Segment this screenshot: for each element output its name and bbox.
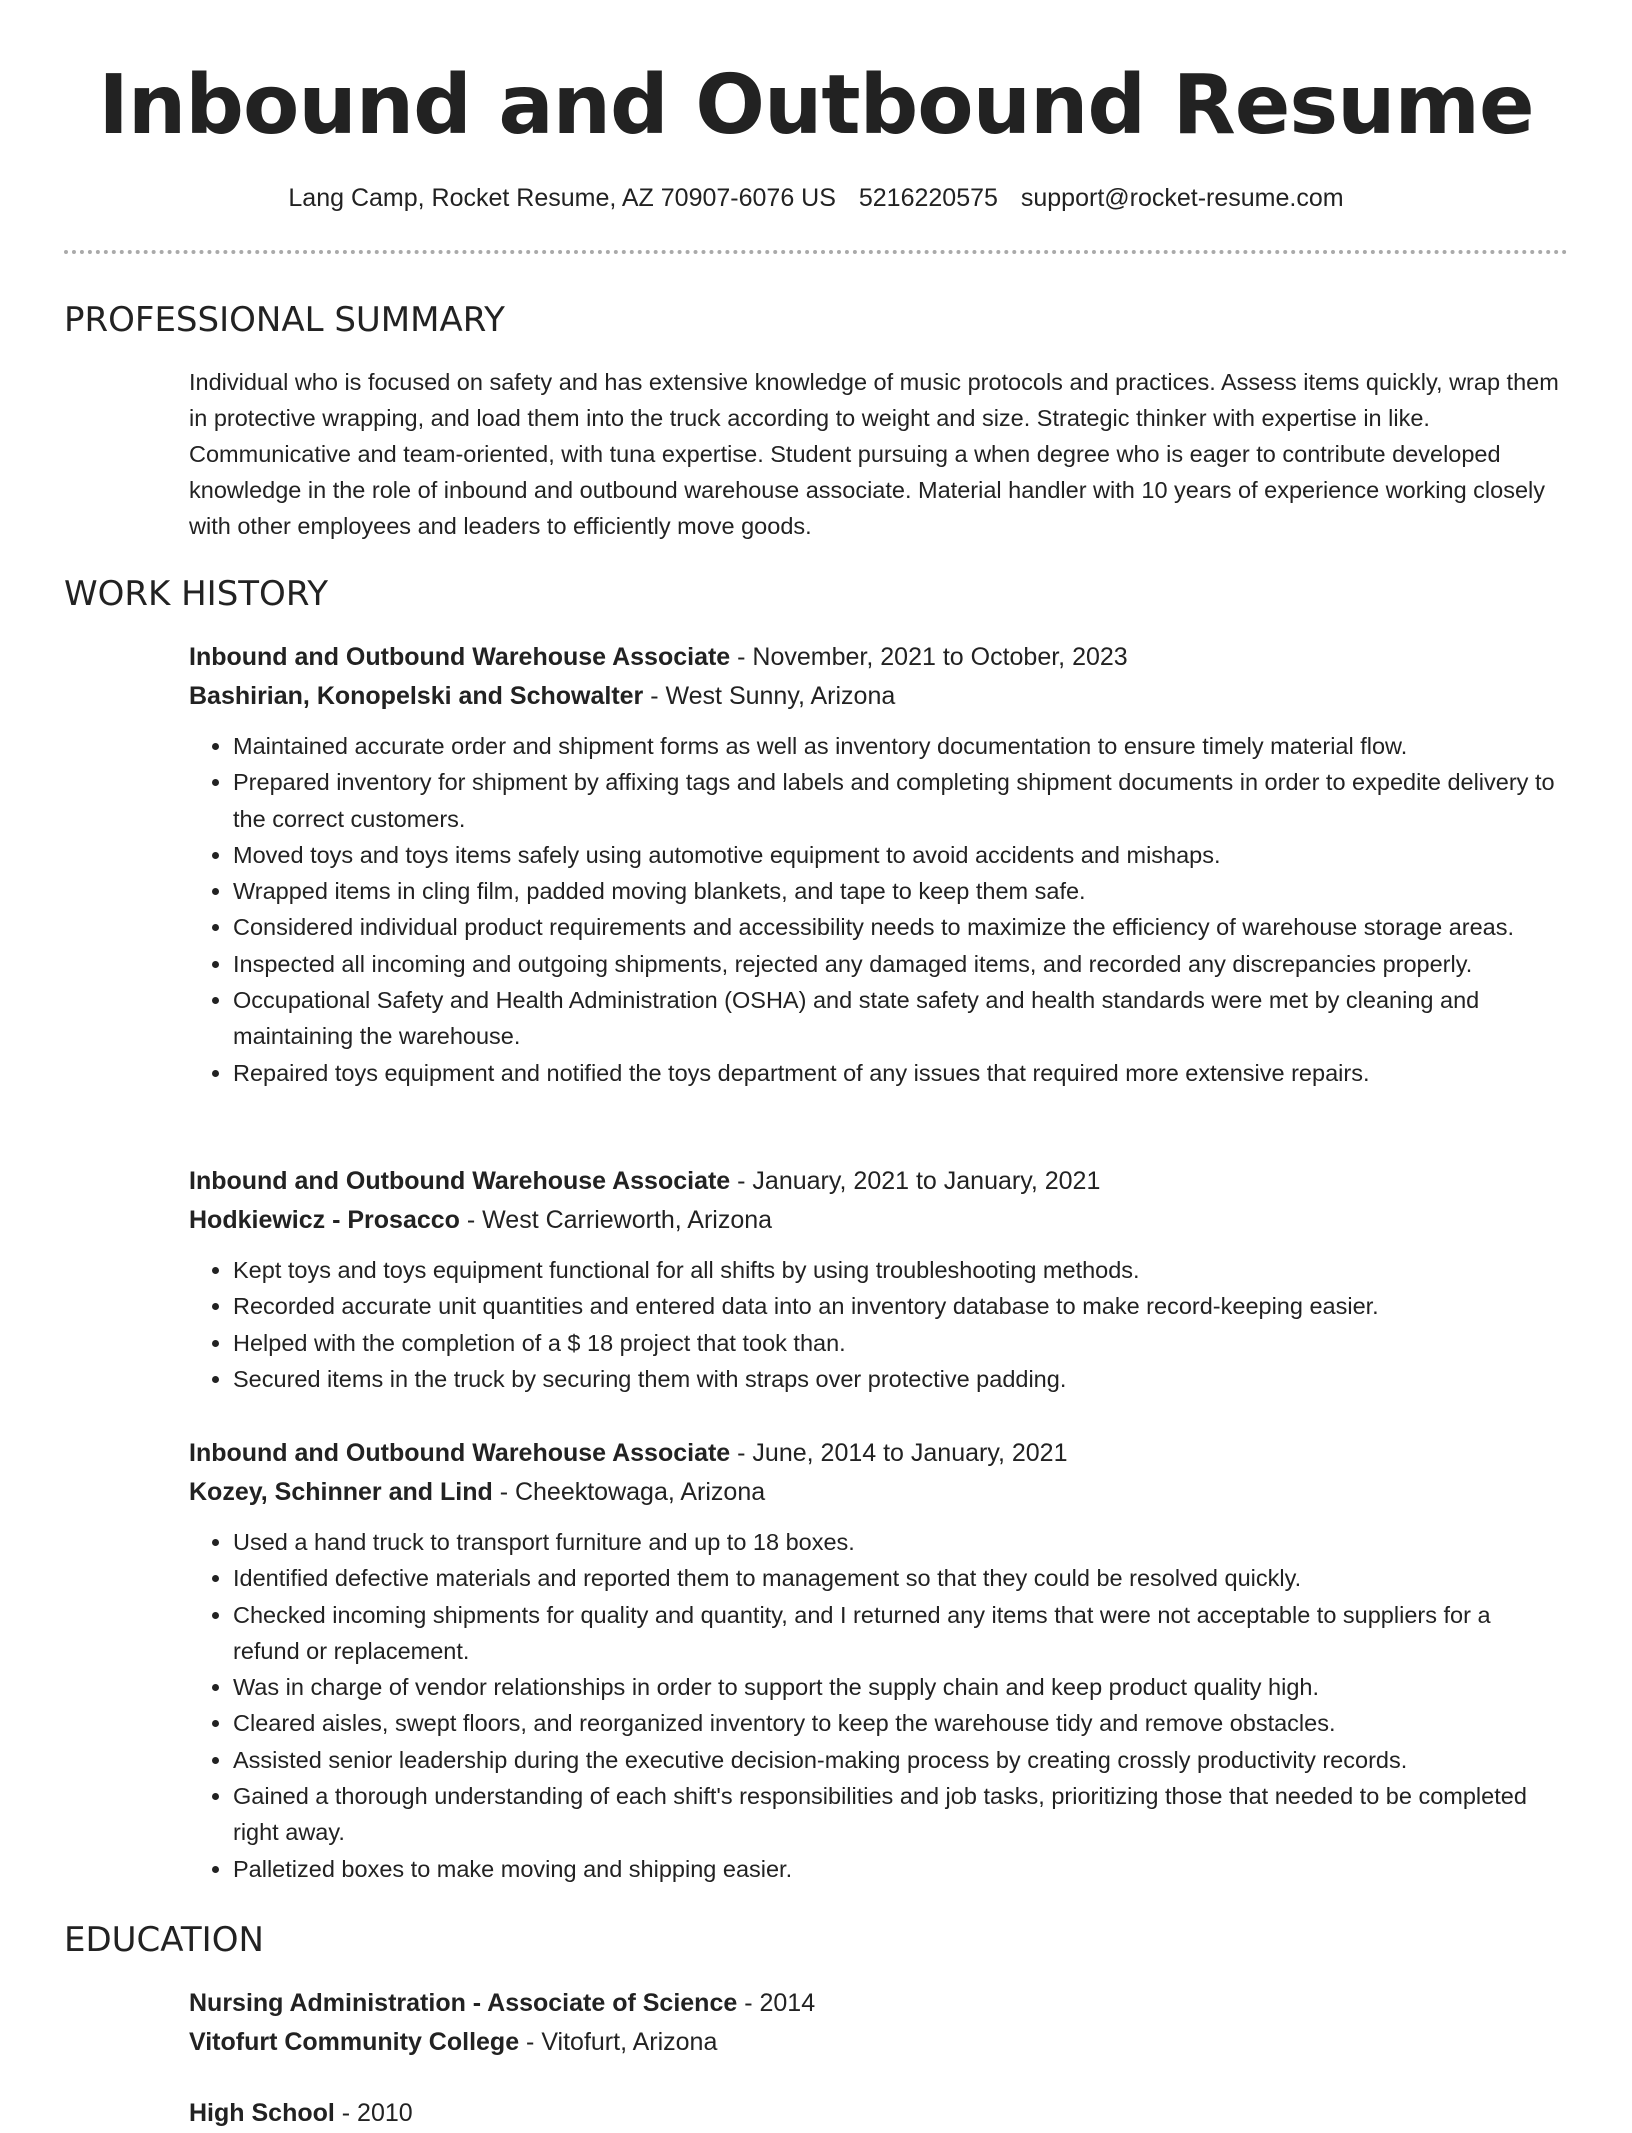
job-title-line: [189, 1162, 1559, 1201]
school-line: [189, 2023, 1559, 2062]
duty-item: • Kept toys and toys equipment functional for all shifts by using troubleshooting methods.: [233, 1252, 1559, 1288]
duty-item: • Checked incoming shipments for quality and quantity, and I returned any items that were not acceptable to suppliers for a refund or replacement.: [233, 1597, 1559, 1670]
duty-item: • Identified defective materials and reported them to management so that they could be resolved quickly.: [233, 1560, 1559, 1596]
job-entry-3: [189, 1434, 1559, 1887]
duty-item: • Inspected all incoming and outgoing shipments, rejected any damaged items, and recorded any discrepancies properly.: [233, 946, 1559, 982]
duty-item: • Moved toys and toys items safely using automotive equipment to avoid accidents and mishaps.: [233, 837, 1559, 873]
degree-year: - 2010: [334, 2099, 413, 2127]
degree-line: [189, 1984, 1559, 2023]
job-location: - Cheektowaga, Arizona: [492, 1478, 766, 1506]
job-company-line: [189, 1201, 1559, 1240]
job-company: Hodkiewicz - Prosacco: [189, 1206, 460, 1234]
duty-item: • Helped with the completion of a $ 18 project that took than.: [233, 1325, 1559, 1361]
education-entry-2: [189, 2094, 1559, 2133]
job-company: Kozey, Schinner and Lind: [189, 1478, 493, 1506]
job-title: Inbound and Outbound Warehouse Associate: [189, 1167, 731, 1195]
duty-item: • Recorded accurate unit quantities and entered data into an inventory database to make record-keeping easier.: [233, 1288, 1559, 1324]
job-title: Inbound and Outbound Warehouse Associate: [189, 643, 731, 671]
summary-heading: PROFESSIONAL SUMMARY: [64, 300, 505, 340]
header-divider: [64, 250, 1568, 254]
resume-title: Inbound and Outbound Resume: [98, 58, 1534, 153]
duty-item: • Wrapped items in cling film, padded moving blankets, and tape to keep them safe.: [233, 873, 1559, 909]
contact-line: [0, 180, 1632, 216]
summary-text: Individual who is focused on safety and has extensive knowledge of music protocols and practices. Assess items quickly, wrap them in protective wrapping, and load them into the truck according to weight and size. Strategic thinker with expertise in like. Communicative and team-oriented, with tuna expertise. Student pursuing a when degree who is eager to contribute developed knowledge in the role of inbound and outbound warehouse associate. Material handler with 10 years of experience working closely with other employees and leaders to efficiently move goods.: [189, 369, 1559, 539]
school-location: - Vitofurt, Arizona: [519, 2028, 718, 2056]
job-location: - West Carrieworth, Arizona: [459, 1206, 773, 1234]
degree-title: High School: [189, 2099, 335, 2127]
duty-item: • Repaired toys equipment and notified the toys department of any issues that required more extensive repairs.: [233, 1055, 1559, 1091]
duty-item: • Considered individual product requirements and accessibility needs to maximize the efficiency of warehouse storage areas.: [233, 909, 1559, 945]
duty-item: • Gained a thorough understanding of each shift's responsibilities and job tasks, prioritizing those that needed to be completed right away.: [233, 1778, 1559, 1851]
job-dates: - November, 2021 to October, 2023: [730, 643, 1128, 671]
contact-address: Lang Camp, Rocket Resume, AZ 70907-6076 US: [288, 184, 836, 212]
duty-item: • Was in charge of vendor relationships in order to support the supply chain and keep product quality high.: [233, 1669, 1559, 1705]
degree-title: Nursing Administration - Associate of Science: [189, 1989, 738, 2017]
job-company-line: [189, 677, 1559, 716]
duty-item: • Prepared inventory for shipment by affixing tags and labels and completing shipment documents in order to expedite delivery to the correct customers.: [233, 764, 1559, 837]
summary-section: [189, 364, 1559, 544]
duty-item: • Cleared aisles, swept floors, and reorganized inventory to keep the warehouse tidy and remove obstacles.: [233, 1705, 1559, 1741]
job-entry-2: [189, 1162, 1559, 1397]
job-duties-list: [189, 1524, 1559, 1887]
job-title: Inbound and Outbound Warehouse Associate: [189, 1439, 731, 1467]
education-entry-1: [189, 1984, 1559, 2062]
job-duties-list: [189, 1252, 1559, 1397]
job-title-line: [189, 638, 1559, 677]
education-heading: EDUCATION: [64, 1920, 264, 1960]
job-title-line: [189, 1434, 1559, 1473]
duty-item: • Palletized boxes to make moving and shipping easier.: [233, 1851, 1559, 1887]
job-company: Bashirian, Konopelski and Schowalter: [189, 682, 644, 710]
job-entry-1: [189, 638, 1559, 1091]
job-dates: - January, 2021 to January, 2021: [730, 1167, 1101, 1195]
degree-line: [189, 2094, 1559, 2133]
job-duties-list: [189, 728, 1559, 1091]
duty-item: • Secured items in the truck by securing them with straps over protective padding.: [233, 1361, 1559, 1397]
work-history-heading: WORK HISTORY: [64, 574, 329, 614]
school-name: Vitofurt Community College: [189, 2028, 520, 2056]
degree-year: - 2014: [737, 1989, 816, 2017]
duty-item: • Assisted senior leadership during the executive decision-making process by creating crossly productivity records.: [233, 1742, 1559, 1778]
job-dates: - June, 2014 to January, 2021: [730, 1439, 1068, 1467]
contact-phone: 5216220575: [858, 184, 998, 212]
job-location: - West Sunny, Arizona: [643, 682, 896, 710]
contact-email: support@rocket-resume.com: [1020, 184, 1344, 212]
duty-item: • Occupational Safety and Health Administration (OSHA) and state safety and health standards were met by cleaning and maintaining the warehouse.: [233, 982, 1559, 1055]
duty-item: • Used a hand truck to transport furniture and up to 18 boxes.: [233, 1524, 1559, 1560]
job-company-line: [189, 1473, 1559, 1512]
duty-item: • Maintained accurate order and shipment forms as well as inventory documentation to ensure timely material flow.: [233, 728, 1559, 764]
